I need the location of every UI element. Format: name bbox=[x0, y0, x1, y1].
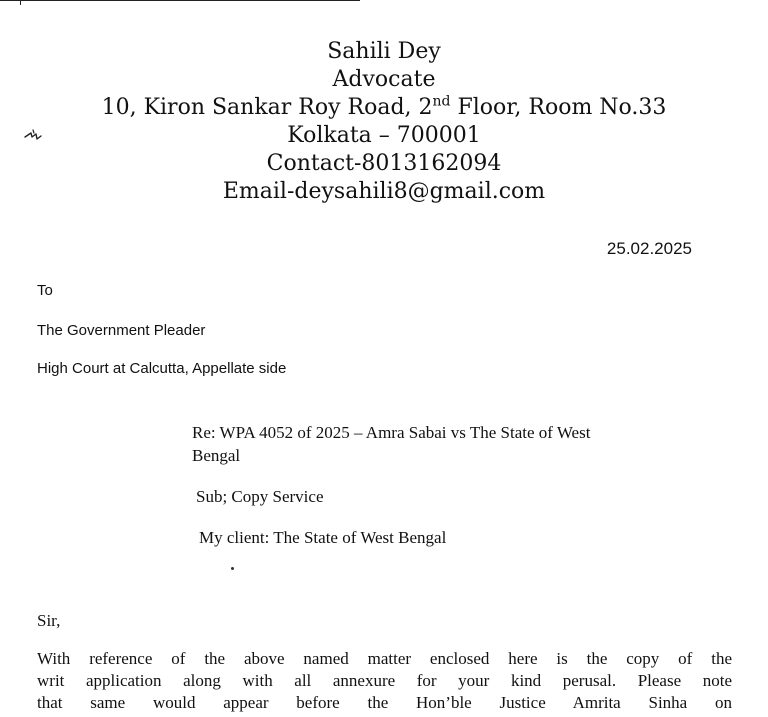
email-address: Email-deysahili8@gmail.com bbox=[222, 179, 546, 204]
reference-line-2: Bengal bbox=[192, 446, 241, 465]
body-line-1: With reference of the above named matter enclosed here is the copy of the bbox=[37, 649, 732, 668]
office-city: Kolkata – 700001 bbox=[287, 123, 481, 148]
salutation: Sir, bbox=[37, 611, 61, 630]
address-start: 10, Kiron Sankar Roy Road, 2 bbox=[101, 95, 433, 120]
letter-date: 25.02.2025 bbox=[606, 239, 692, 258]
body-line-2: writ application along with all annexure for your kind perusal. Please note bbox=[37, 671, 732, 690]
letterhead bbox=[0, 38, 768, 206]
address-end: Floor, Room No.33 bbox=[450, 95, 667, 120]
stray-dot bbox=[231, 567, 234, 570]
recipient-title: The Government Pleader bbox=[37, 322, 206, 339]
recipient-court: High Court at Calcutta, Appellate side bbox=[37, 360, 287, 377]
pen-mark-icon bbox=[24, 128, 44, 144]
scan-edge-line bbox=[0, 0, 360, 5]
to-label: To bbox=[37, 282, 53, 299]
reference-line bbox=[192, 421, 737, 467]
scan-edge-tick bbox=[20, 0, 21, 5]
advocate-name: Sahili Dey bbox=[327, 39, 441, 64]
subject-line: Sub; Copy Service bbox=[196, 487, 324, 506]
contact-number: Contact-8013162094 bbox=[266, 151, 502, 176]
address-ordinal: nd bbox=[432, 93, 451, 110]
client-line: My client: The State of West Bengal bbox=[199, 528, 447, 547]
advocate-title: Advocate bbox=[332, 67, 436, 92]
body-line-3: that same would appear before the Hon’ble Justice Amrita Sinha on bbox=[37, 693, 732, 712]
reference-line-1: Re: WPA 4052 of 2025 – Amra Sabai vs The State of West bbox=[192, 423, 591, 442]
office-address bbox=[0, 94, 768, 122]
letter-body bbox=[37, 648, 732, 714]
